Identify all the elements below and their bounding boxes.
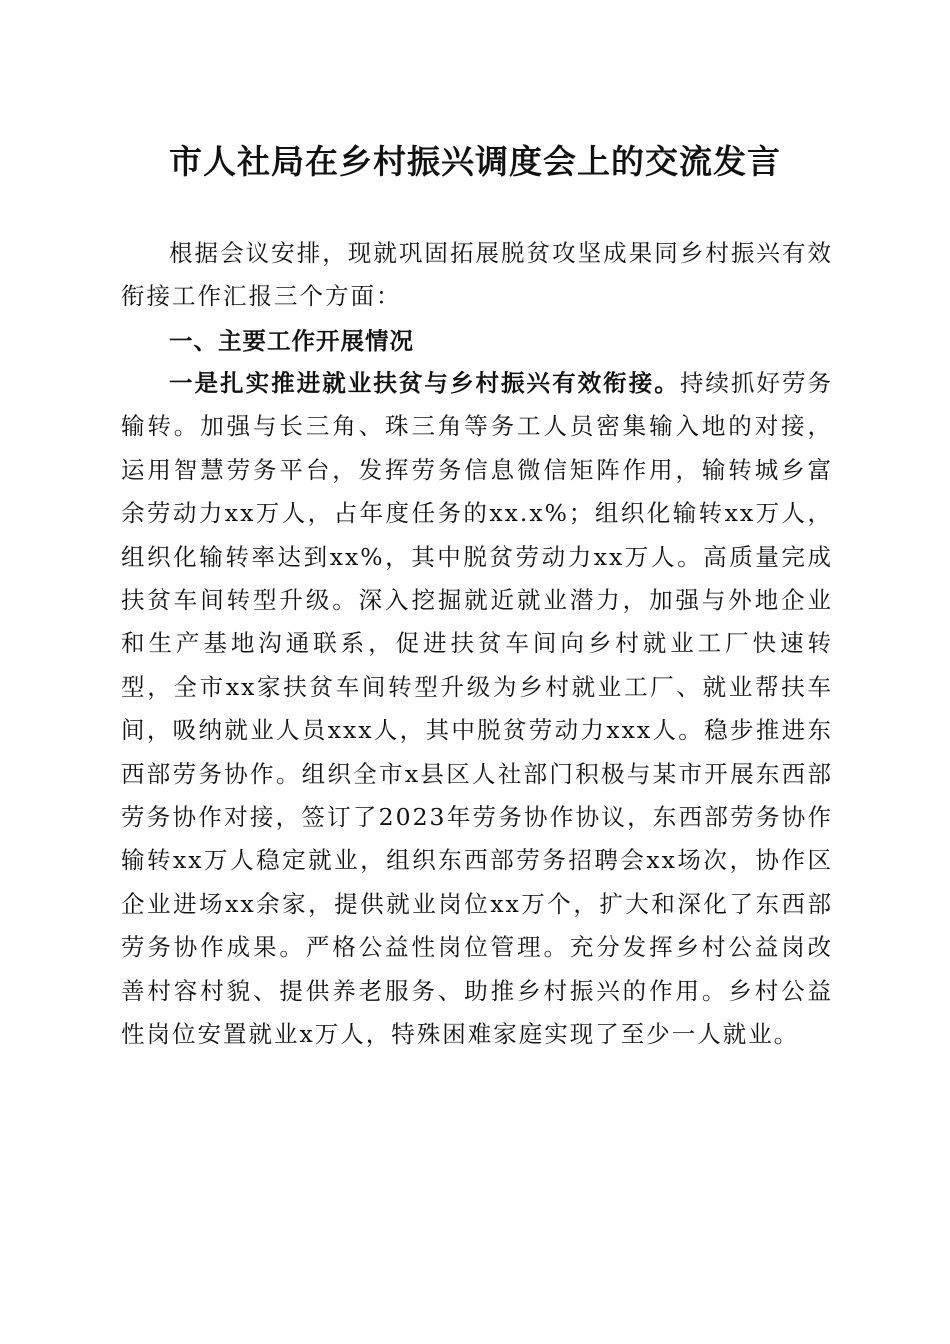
intro-paragraph: 根据会议安排，现就巩固拓展脱贫攻坚成果同乡村振兴有效衔接工作汇报三个方面： bbox=[121, 239, 833, 311]
point-1-lead-sentence: 一是扎实推进就业扶贫与乡村振兴有效衔接。 bbox=[169, 369, 680, 397]
point-1-body-text: 持续抓好劳务输转。加强与长三角、珠三角等务工人员密集输入地的对接，运用智慧劳务平台，发挥劳务信息微信矩阵作用，输转城乡富余劳动力xx万人，占年度任务的xx.x%；组织化输转xx万人，组织化输转率达到xx%，其中脱贫劳动力xx万人。高质量完成扶贫车间转型升级。深入挖掘就近就业潜力，加强与外地企业和生产基地沟通联系，促进扶贫车间向乡村就业工厂快速转型，全市xx家扶贫车间转型升级为乡村就业工厂、就业帮扶车间，吸纳就业人员xxx人，其中脱贫劳动力xxx人。稳步推进东西部劳务协作。组织全市x县区人社部门积极与某市开展东西部劳务协作对接，签订了2023年劳务协作协议，东西部劳务协作输转xx万人稳定就业，组织东西部劳务招聘会xx场次，协作区企业进场xx余家，提供就业岗位xx万个，扩大和深化了东西部劳务协作成果。严格公益性岗位管理。充分发挥乡村公益岗改善村容村貌、提供养老服务、助推乡村振兴的作用。乡村公益性岗位安置就业x万人，特殊困难家庭实现了至少一人就业。 bbox=[121, 369, 834, 1049]
point-1-paragraph bbox=[121, 362, 833, 1057]
section-heading-main-work: 一、主要工作开展情况 bbox=[169, 327, 414, 355]
document-title: 市人社局在乡村振兴调度会上的交流发言 bbox=[169, 142, 781, 181]
